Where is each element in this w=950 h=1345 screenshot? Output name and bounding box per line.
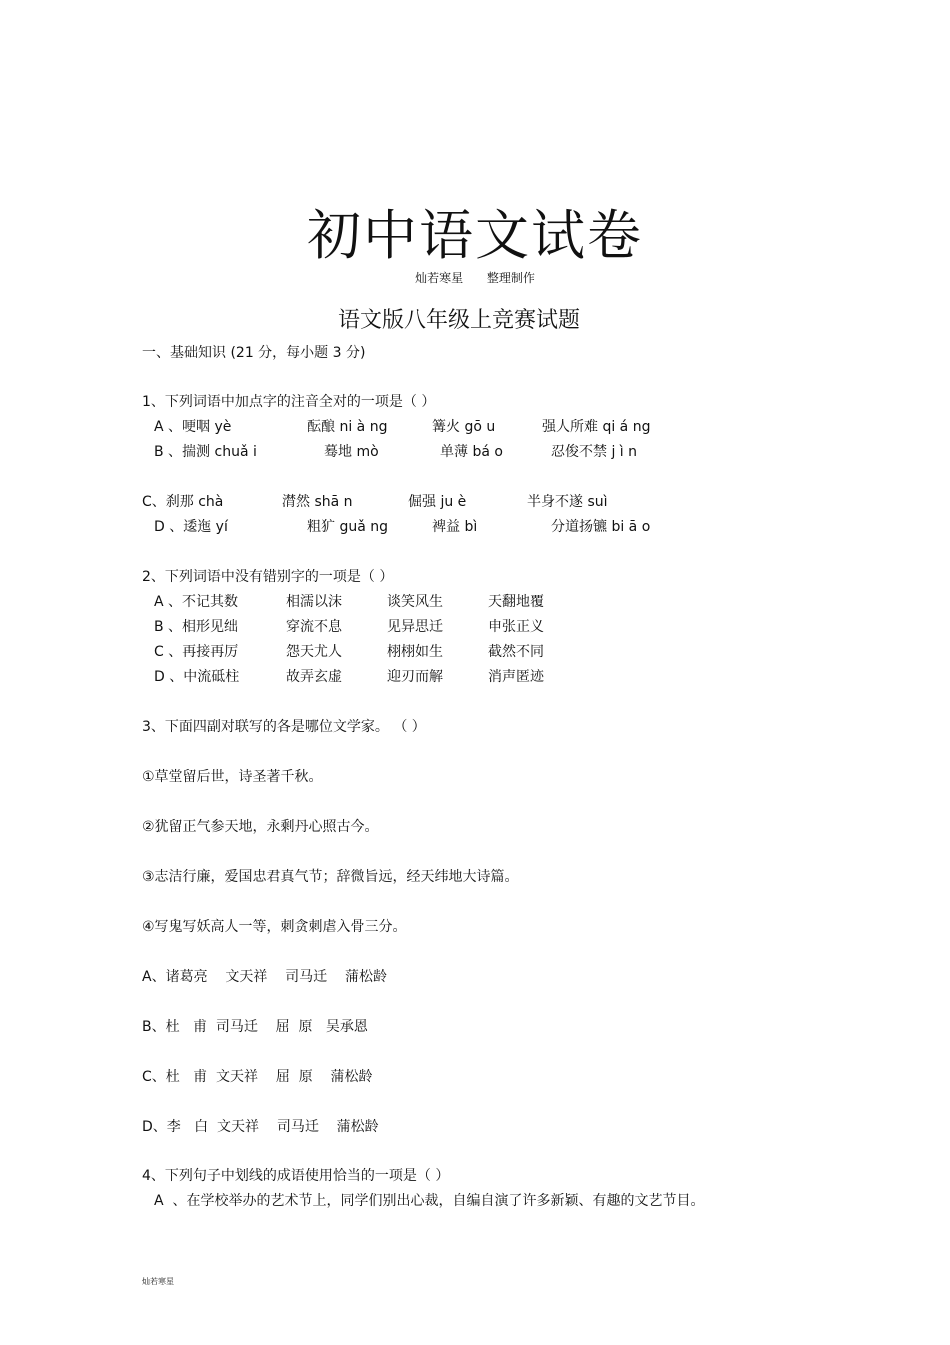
q2-option-b-item-3: 见异思迁 <box>387 619 443 635</box>
q1-option-b-item-4: 忍俊不禁 j ì n <box>551 444 638 460</box>
q1-option-a-item-1: A 、哽咽 yè <box>154 419 232 435</box>
q1-option-d-item-2: 粗犷 guǎ ng <box>307 519 388 535</box>
q1-option-d-item-3: 裨益 bì <box>432 519 478 535</box>
page-footer: 灿若寒星 <box>142 1277 174 1286</box>
q1-option-c-item-1: C、刹那 chà <box>142 494 224 510</box>
author-name: 灿若寒星 <box>415 271 464 285</box>
author-role: 整理制作 <box>486 271 535 285</box>
q1-option-a-item-2: 酝酿 ni à ng <box>307 419 388 435</box>
q2-option-b-item-2: 穿流不息 <box>286 619 342 635</box>
section-heading: 一、基础知识 (21 分，每小题 3 分) <box>142 345 366 361</box>
q2-option-c-item-4: 截然不同 <box>488 644 544 660</box>
q1-option-d-item-1: D 、逶迤 yí <box>154 519 228 535</box>
q1-option-d-item-4: 分道扬镳 bi ā o <box>551 519 651 535</box>
q2-option-a-item-1: A 、不记其数 <box>154 594 239 610</box>
q2-option-d-item-1: D 、中流砥柱 <box>154 669 240 685</box>
q2-option-c-item-1: C 、再接再厉 <box>154 644 239 660</box>
question-2-stem: 2、下列词语中没有错别字的一项是（ ） <box>142 569 394 585</box>
q2-option-d-item-4: 消声匿迹 <box>488 669 544 685</box>
q1-option-a-item-3: 篝火 gō u <box>432 419 496 435</box>
question-3-stem: 3、下面四副对联写的各是哪位文学家。 （ ） <box>142 719 426 735</box>
author-line <box>0 269 950 286</box>
q1-option-b-item-2: 蓦地 mò <box>324 444 379 460</box>
couplet-2: ②犹留正气参天地，永剩丹心照古今。 <box>142 819 379 835</box>
q3-option-a: A、诸葛亮 文天祥 司马迁 蒲松龄 <box>142 969 387 985</box>
q2-option-d-item-3: 迎刃而解 <box>387 669 443 685</box>
q1-option-b-item-3: 单薄 bá o <box>440 444 503 460</box>
q1-option-c-item-4: 半身不遂 suì <box>527 494 608 510</box>
q2-option-b-item-1: B 、相形见绌 <box>154 619 239 635</box>
q2-option-a-item-4: 天翻地覆 <box>488 594 544 610</box>
q3-option-c: C、杜 甫 文天祥 屈 原 蒲松龄 <box>142 1069 373 1085</box>
q4-option-a: A 、在学校举办的艺术节上，同学们别出心裁，自编自演了许多新颖、有趣的文艺节目。 <box>154 1193 705 1209</box>
document-title: 初中语文试卷 <box>307 204 643 267</box>
q2-option-d-item-2: 故弄玄虚 <box>286 669 342 685</box>
q1-option-a-item-4: 强人所难 qi á ng <box>542 419 651 435</box>
couplet-1: ①草堂留后世，诗圣著千秋。 <box>142 769 323 785</box>
q2-option-a-item-3: 谈笑风生 <box>387 594 443 610</box>
couplet-3: ③志洁行廉，爱国忠君真气节；辞微旨远，经天纬地大诗篇。 <box>142 869 519 885</box>
q2-option-b-item-4: 申张正义 <box>488 619 544 635</box>
q2-option-c-item-2: 怨天尤人 <box>286 644 342 660</box>
q1-option-c-item-2: 潸然 shā n <box>282 494 353 510</box>
q1-option-c-item-3: 倔强 ju è <box>408 494 467 510</box>
question-1-stem: 1、下列词语中加点字的注音全对的一项是（ ） <box>142 394 436 410</box>
question-4-stem: 4、下列句子中划线的成语使用恰当的一项是（ ） <box>142 1168 450 1184</box>
q3-option-d: D、李 白 文天祥 司马迁 蒲松龄 <box>142 1119 379 1135</box>
exam-subtitle: 语文版八年级上竞赛试题 <box>337 308 580 333</box>
q1-option-b-item-1: B 、揣测 chuǎ i <box>154 444 257 460</box>
couplet-4: ④写鬼写妖高人一等，刺贪刺虐入骨三分。 <box>142 919 407 935</box>
q2-option-a-item-2: 相濡以沫 <box>286 594 342 610</box>
q2-option-c-item-3: 栩栩如生 <box>387 644 443 660</box>
q3-option-b: B、杜 甫 司马迁 屈 原 吴承恩 <box>142 1019 368 1035</box>
